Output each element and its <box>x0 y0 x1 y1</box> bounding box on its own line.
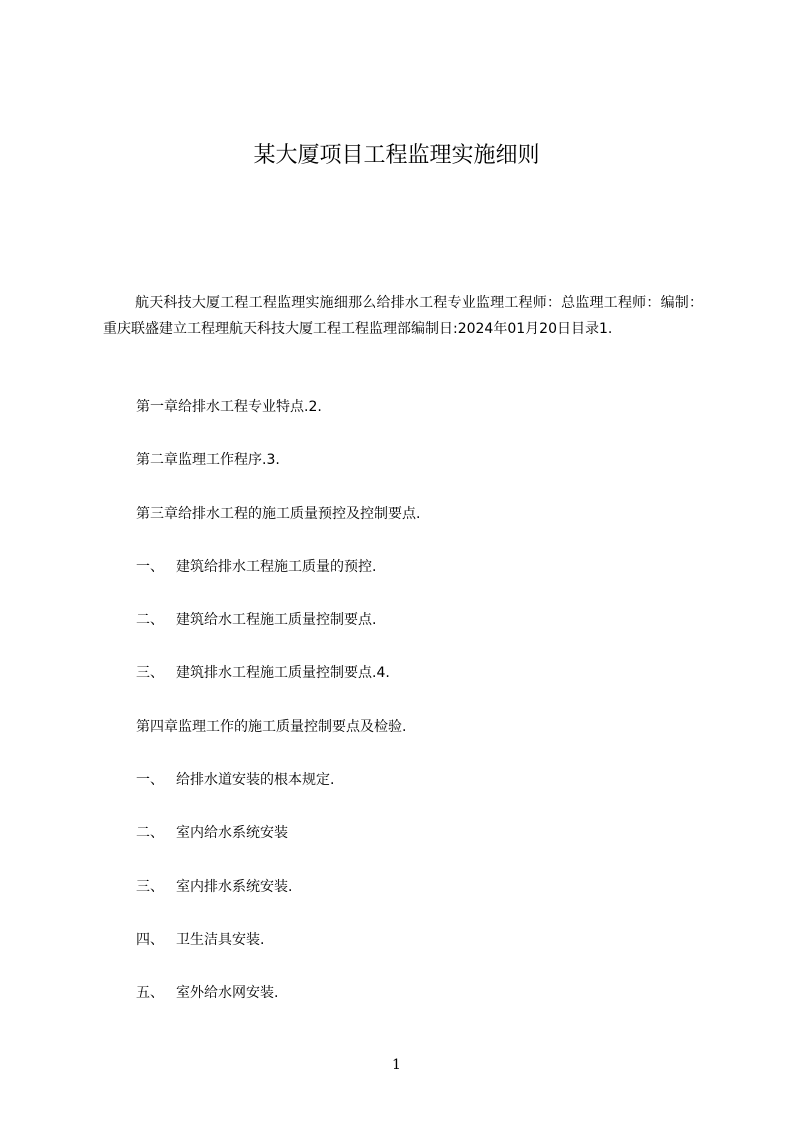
toc-item-number: 五、 <box>136 985 164 1001</box>
toc-chapter-3: 第三章给排水工程的施工质量预控及控制要点. <box>136 506 421 522</box>
toc-item-number: 三、 <box>136 665 164 681</box>
toc-chapter-4-item-1 <box>136 770 334 790</box>
intro-paragraph: 航天科技大厦工程工程监理实施细那么给排水工程专业监理工程师：总监理工程师：编制：重庆联盛建立工程理航天科技大厦工程工程监理部编制日:2024年01月20日目录1. <box>103 295 703 337</box>
toc-item-number: 一、 <box>136 559 164 575</box>
toc-item-number: 三、 <box>136 879 164 895</box>
toc-chapter-1: 第一章给排水工程专业特点.2. <box>136 399 322 415</box>
toc-item-text: 室内排水系统安装. <box>176 879 293 895</box>
toc-chapter-4-item-4 <box>136 930 264 950</box>
toc-chapter-3-item-2 <box>136 610 376 630</box>
toc-item-text: 室外给水网安装. <box>176 985 279 1001</box>
toc-chapter-3-item-1 <box>136 557 376 577</box>
toc-item-text: 建筑排水工程施工质量控制要点.4. <box>176 665 390 681</box>
toc-chapter-4: 第四章监理工作的施工质量控制要点及检验. <box>136 719 407 735</box>
toc-chapter-3-item-3 <box>136 663 390 683</box>
toc-item-number: 二、 <box>136 612 164 628</box>
toc-item-text: 室内给水系统安装 <box>176 825 288 841</box>
toc-item-number: 一、 <box>136 772 164 788</box>
toc-chapter-4-item-2 <box>136 823 288 843</box>
toc-item-text: 卫生洁具安装. <box>176 932 265 948</box>
toc-item-text: 建筑给排水工程施工质量的预控. <box>176 559 377 575</box>
toc-item-number: 四、 <box>136 932 164 948</box>
toc-chapter-4-item-3 <box>136 877 292 897</box>
toc-chapter-4-item-5 <box>136 983 278 1003</box>
toc-item-text: 给排水道安装的根本规定. <box>176 772 335 788</box>
toc-item-number: 二、 <box>136 825 164 841</box>
page-number: 1 <box>392 1057 401 1073</box>
toc-chapter-2: 第二章监理工作程序.3. <box>136 452 280 468</box>
document-title: 某大厦项目工程监理实施细则 <box>253 143 540 168</box>
toc-item-text: 建筑给水工程施工质量控制要点. <box>176 612 377 628</box>
